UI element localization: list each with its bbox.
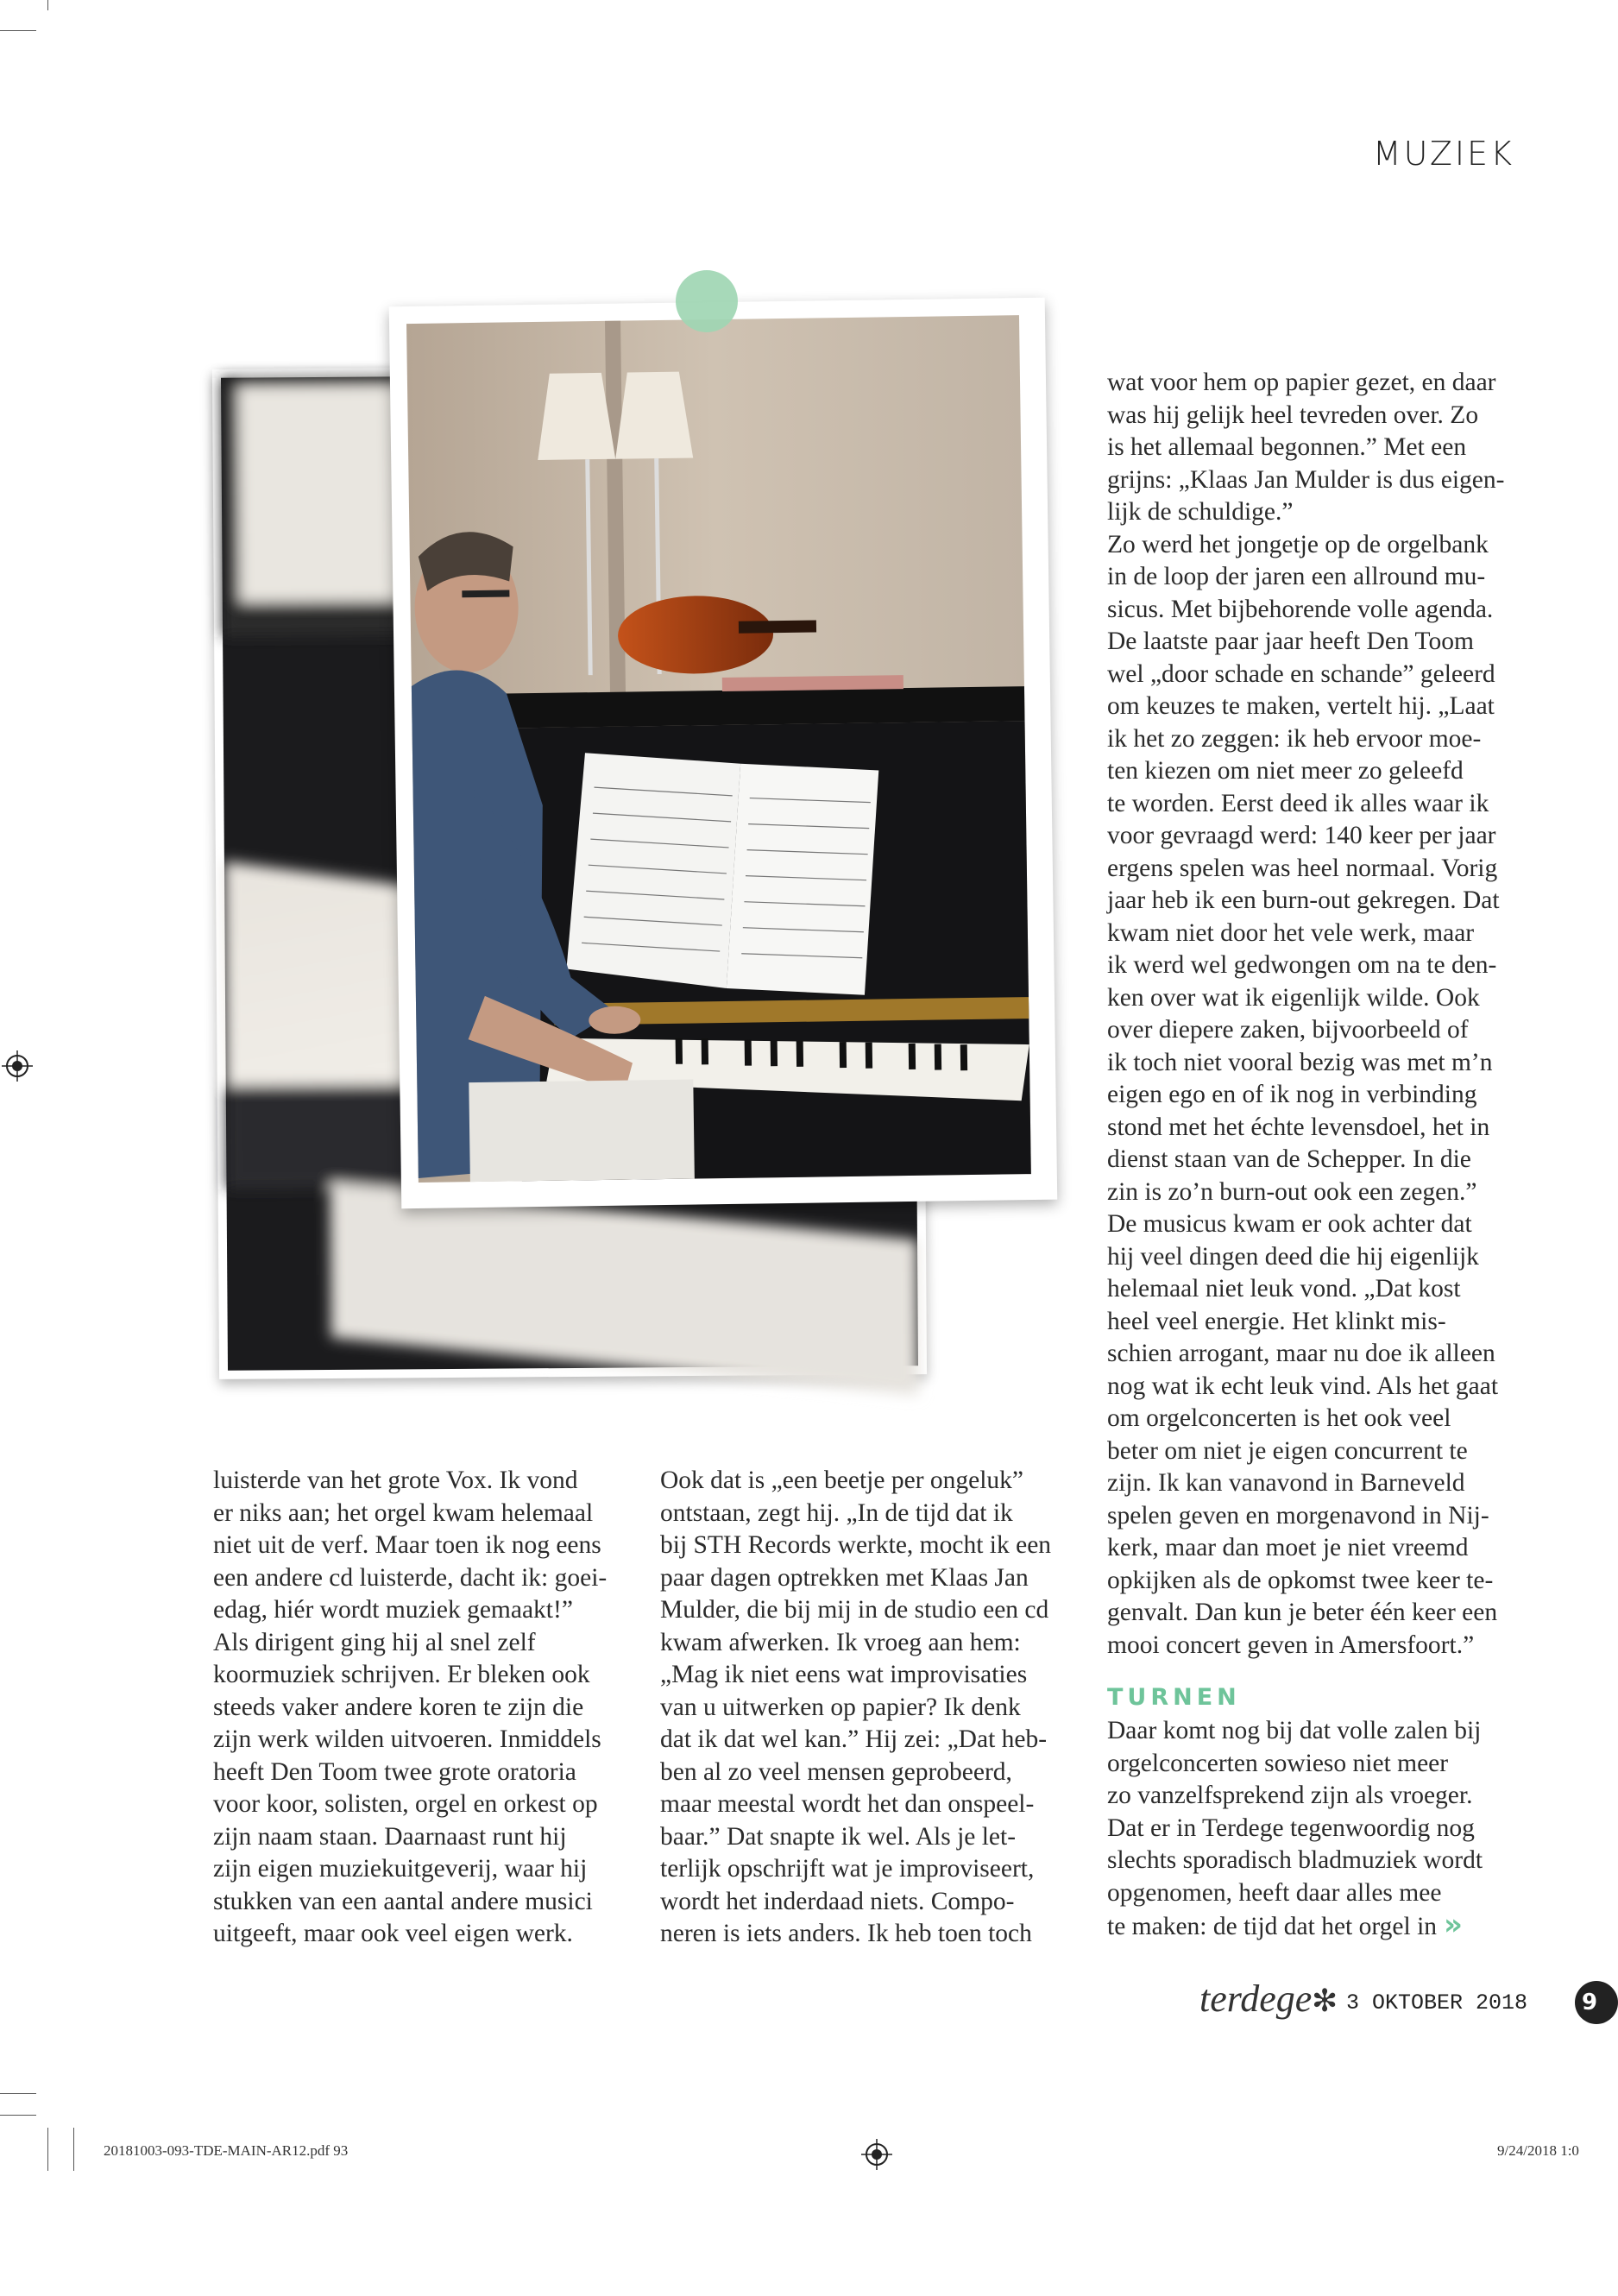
text-line: ik het zo zeggen: ik heb ervoor moe- bbox=[1107, 724, 1482, 753]
pin-dot bbox=[676, 270, 738, 332]
text-line: heeft Den Toom twee grote oratoria bbox=[213, 1757, 576, 1786]
pianist-image bbox=[406, 315, 1031, 1183]
text-line: dienst staan van de Schepper. In die bbox=[1107, 1145, 1471, 1173]
text-line: stond met het échte levensdoel, het in bbox=[1107, 1113, 1490, 1141]
text-line: zin is zo’n burn-out ook een zegen.” bbox=[1107, 1177, 1477, 1206]
text-line: zijn. Ik kan vanavond in Barneveld bbox=[1107, 1469, 1465, 1497]
text-line: Dat er in Terdege tegenwoordig nog bbox=[1107, 1813, 1475, 1842]
blurred-piano-image bbox=[221, 373, 918, 1371]
text-line: er niks aan; het orgel kwam helemaal bbox=[213, 1498, 594, 1527]
print-slug-timestamp: 9/24/2018 1:0 bbox=[1497, 2142, 1579, 2159]
text-line: lijk de schuldige.” bbox=[1107, 498, 1294, 526]
text-line: maar meestal wordt het dan onspeel- bbox=[660, 1790, 1035, 1818]
text-line: orgelconcerten sowieso niet meer bbox=[1107, 1749, 1449, 1777]
text-line: dat ik dat wel kan.” Hij zei: „Dat heb- bbox=[660, 1725, 1048, 1753]
article-column-1 bbox=[213, 1465, 629, 1951]
text-line: sicus. Met bijbehorende volle agenda. bbox=[1107, 595, 1494, 623]
text-line: zo vanzelfsprekend zijn als vroeger. bbox=[1107, 1782, 1473, 1809]
text-line: wel „door schade en schande” geleerd bbox=[1107, 659, 1495, 688]
text-line: nog wat ik echt leuk vind. Als het gaat bbox=[1107, 1372, 1499, 1400]
text-line: is het allemaal begonnen.” Met een bbox=[1107, 433, 1467, 461]
text-line: om keuzes te maken, vertelt hij. „Laat bbox=[1107, 692, 1495, 720]
text-line: opgenomen, heeft daar alles mee bbox=[1107, 1878, 1442, 1907]
main-photo bbox=[389, 298, 1058, 1209]
issue-date: 3 OKTOBER 2018 bbox=[1346, 1990, 1528, 2015]
text-line: De laatste paar jaar heeft Den Toom bbox=[1107, 628, 1474, 655]
text-line: baar.” Dat snapte ik wel. Als je let- bbox=[660, 1822, 1017, 1851]
text-line: wordt het inderdaad niets. Compo- bbox=[660, 1887, 1015, 1915]
registration-mark-icon bbox=[2, 1050, 33, 1082]
text-line: kerk, maar dan moet je niet vreemd bbox=[1107, 1534, 1469, 1561]
text-line: over diepere zaken, bijvoorbeeld of bbox=[1107, 1016, 1469, 1044]
magazine-logo: terdege bbox=[1199, 1977, 1313, 2020]
text-line: spelen geven en morgenavond in Nij- bbox=[1107, 1501, 1489, 1530]
text-line: heel veel energie. Het klinkt mis- bbox=[1107, 1307, 1446, 1335]
text-line: Als dirigent ging hij al snel zelf bbox=[213, 1628, 536, 1656]
article-column-2 bbox=[660, 1465, 1076, 1951]
text-line: zijn werk wilden uitvoeren. Inmiddels bbox=[213, 1725, 601, 1753]
text-line: hij veel dingen deed die hij eigenlijk bbox=[1107, 1242, 1479, 1271]
text-line: opkijken als de opkomst twee keer te- bbox=[1107, 1566, 1494, 1594]
text-line: „Mag ik niet eens wat improvisaties bbox=[660, 1661, 1028, 1688]
text-line: eigen ego en of ik nog in verbinding bbox=[1107, 1081, 1477, 1108]
text-line: jaar heb ik een burn-out gekregen. Dat bbox=[1107, 886, 1500, 914]
text-line: ben al zo veel mensen geprobeerd, bbox=[660, 1757, 1012, 1786]
text-line: te maken: de tijd dat het orgel in bbox=[1107, 1913, 1438, 1940]
continue-arrow-icon: » bbox=[1444, 1908, 1463, 1942]
text-line: ik werd wel gedwongen om na te den- bbox=[1107, 951, 1497, 979]
text-line: edag, hiér wordt muziek gemaakt!” bbox=[213, 1596, 573, 1624]
crop-mark bbox=[47, 0, 48, 10]
text-line: Zo werd het jongetje op de orgelbank bbox=[1107, 530, 1489, 558]
text-line: genvalt. Dan kun je beter één keer een bbox=[1107, 1599, 1498, 1626]
text-line: ten kiezen om niet meer zo geleefd bbox=[1107, 757, 1464, 785]
crop-mark bbox=[73, 2128, 74, 2171]
text-line: uitgeeft, maar ook veel eigen werk. bbox=[213, 1920, 573, 1947]
crop-mark bbox=[0, 2093, 36, 2094]
text-line: Mulder, die bij mij in de studio een cd bbox=[660, 1596, 1049, 1624]
print-slug-file: 20181003-093-TDE-MAIN-AR12.pdf 93 bbox=[104, 2142, 349, 2159]
text-line: kwam afwerken. Ik vroeg aan hem: bbox=[660, 1628, 1021, 1656]
registration-mark-icon bbox=[861, 2139, 892, 2170]
article-column-3 bbox=[1107, 367, 1521, 1944]
page-number-tab: 9 bbox=[1575, 1981, 1618, 2024]
text-line: slechts sporadisch bladmuziek wordt bbox=[1107, 1846, 1483, 1874]
text-line: in de loop der jaren een allround mu- bbox=[1107, 563, 1486, 590]
text-line: zijn eigen muziekuitgeverij, waar hij bbox=[213, 1855, 588, 1883]
text-line: wat voor hem op papier gezet, en daar bbox=[1107, 369, 1496, 396]
background-photo bbox=[212, 364, 927, 1379]
text-line: paar dagen optrekken met Klaas Jan bbox=[660, 1563, 1029, 1592]
text-line: om orgelconcerten is het ook veel bbox=[1107, 1404, 1451, 1432]
text-line: Ook dat is „een beetje per ongeluk” bbox=[660, 1467, 1024, 1494]
text-line: helemaal niet leuk vond. „Dat kost bbox=[1107, 1275, 1461, 1303]
text-line: luisterde van het grote Vox. Ik vond bbox=[213, 1467, 578, 1494]
section-title: MUZIEK bbox=[1372, 135, 1514, 173]
text-line: voor gevraagd werd: 140 keer per jaar bbox=[1107, 822, 1496, 849]
text-line: steeds vaker andere koren te zijn die bbox=[213, 1693, 584, 1721]
text-line: De musicus kwam er ook achter dat bbox=[1107, 1210, 1472, 1238]
text-line: kwam niet door het vele werk, maar bbox=[1107, 918, 1475, 947]
text-line: zijn naam staan. Daarnaast runt hij bbox=[213, 1822, 567, 1851]
text-line: voor koor, solisten, orgel en orkest op bbox=[213, 1790, 598, 1818]
text-line: ik toch niet vooral bezig was met m’n bbox=[1107, 1048, 1493, 1076]
text-line: was hij gelijk heel tevreden over. Zo bbox=[1107, 401, 1479, 429]
crop-mark bbox=[0, 30, 36, 31]
text-line: terlijk opschrijft wat je improviseert, bbox=[660, 1855, 1035, 1883]
text-line: grijns: „Klaas Jan Mulder is dus eigen- bbox=[1107, 465, 1505, 494]
text-line: Daar komt nog bij dat volle zalen bij bbox=[1107, 1717, 1482, 1744]
text-line: neren is iets anders. Ik heb toen toch bbox=[660, 1920, 1032, 1947]
crop-mark bbox=[47, 2128, 48, 2171]
text-line: ergens spelen was heel normaal. Vorig bbox=[1107, 854, 1498, 882]
text-line: stukken van een aantal andere musici bbox=[213, 1887, 593, 1915]
text-line: mooi concert geven in Amersfoort.” bbox=[1107, 1631, 1475, 1659]
text-line: beter om niet je eigen concurrent te bbox=[1107, 1436, 1468, 1465]
text-line: te worden. Eerst deed ik alles waar ik bbox=[1107, 789, 1489, 817]
text-line: ontstaan, zegt hij. „In de tijd dat ik bbox=[660, 1498, 1013, 1527]
asterisk-icon: ✻ bbox=[1312, 1984, 1338, 2019]
text-line: schien arrogant, maar nu doe ik alleen bbox=[1107, 1340, 1495, 1367]
text-line: ken over wat ik eigenlijk wilde. Ook bbox=[1107, 983, 1480, 1012]
text-line: koormuziek schrijven. Er bleken ook bbox=[213, 1661, 590, 1688]
crop-mark bbox=[0, 2115, 36, 2116]
text-line: een andere cd luisterde, dacht ik: goei- bbox=[213, 1563, 608, 1592]
text-line: van u uitwerken op papier? Ik denk bbox=[660, 1693, 1021, 1721]
text-line: niet uit de verf. Maar toen ik nog eens bbox=[213, 1531, 601, 1559]
subheading: TURNEN bbox=[1107, 1684, 1241, 1711]
text-line: bij STH Records werkte, mocht ik een bbox=[660, 1531, 1052, 1559]
